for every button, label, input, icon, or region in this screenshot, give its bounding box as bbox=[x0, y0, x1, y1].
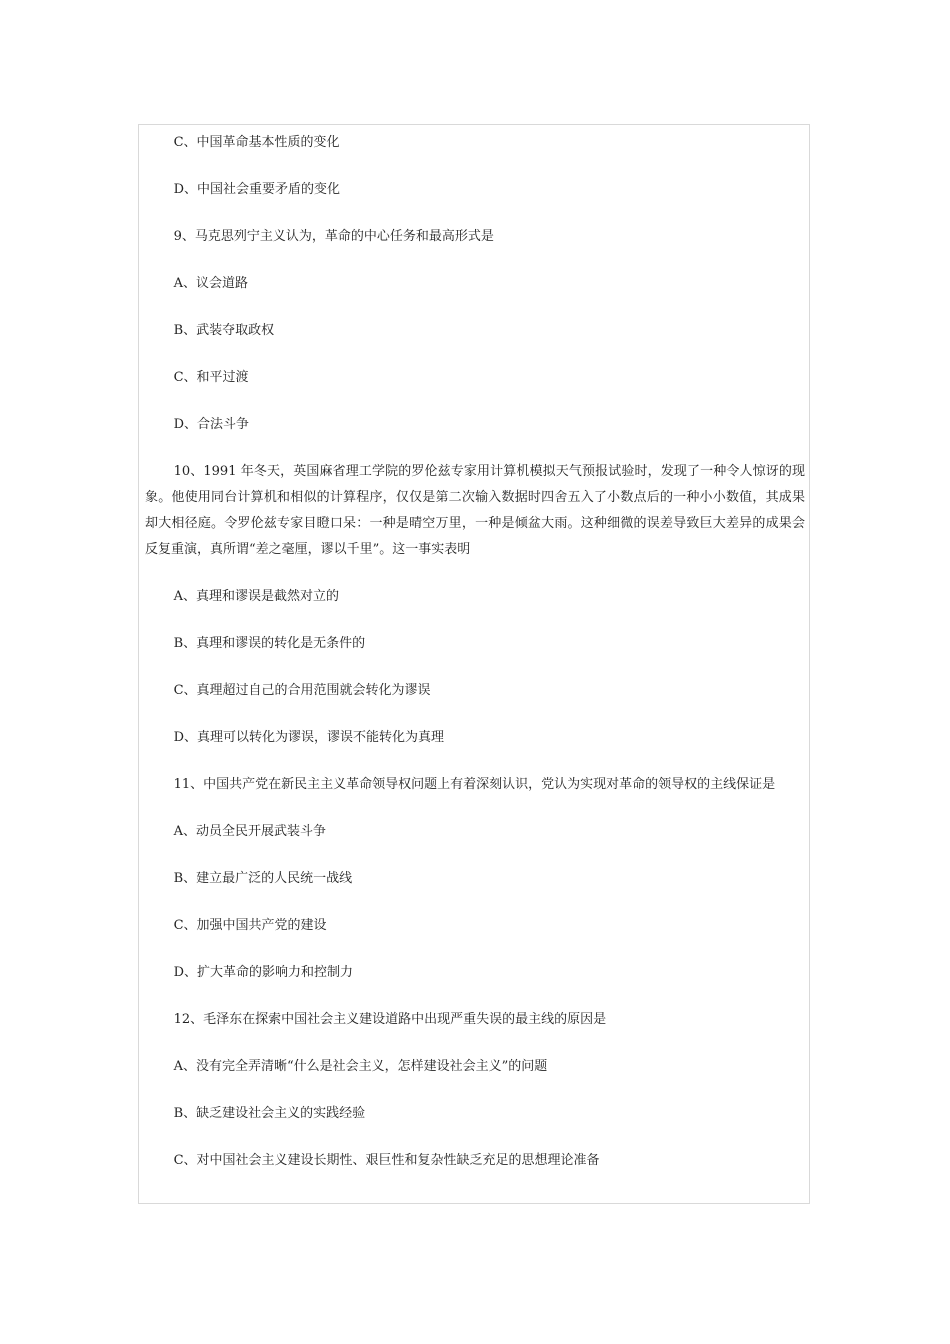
question-12: 12、毛泽东在探索中国社会主义建设道路中出现严重失误的最主线的原因是 bbox=[173, 1012, 607, 1027]
option-9c: C、和平过渡 bbox=[173, 370, 249, 385]
option-12a: A、没有完全弄清晰“什么是社会主义，怎样建设社会主义”的问题 bbox=[173, 1059, 548, 1074]
option-12c: C、对中国社会主义建设长期性、艰巨性和复杂性缺乏充足的思想理论准备 bbox=[173, 1153, 600, 1168]
question-10: 10、1991 年冬天，英国麻省理工学院的罗伦兹专家用计算机模拟天气预报试验时，发现了一种令人惊讶的现象。他使用同台计算机和相似的计算程序，仅仅是第二次输入数据时四舍五入了小数点后的一种小小数值，其成果却大相径庭。令罗伦兹专家目瞪口呆：一种是晴空万里，一种是倾盆大雨。这种细微的误差导致巨大差异的成果会反复重演，真所谓“差之毫厘，谬以千里”。这一事实表明 bbox=[145, 464, 805, 557]
option-8c: C、中国革命基本性质的变化 bbox=[173, 135, 340, 150]
option-11a: A、动员全民开展武装斗争 bbox=[173, 824, 326, 839]
document-page bbox=[138, 124, 810, 1204]
option-9a: A、议会道路 bbox=[173, 276, 248, 291]
option-11d: D、扩大革命的影响力和控制力 bbox=[173, 965, 354, 980]
option-11b: B、建立最广泛的人民统一战线 bbox=[173, 871, 353, 886]
option-11c: C、加强中国共产党的建设 bbox=[173, 918, 327, 933]
option-12b: B、缺乏建设社会主义的实践经验 bbox=[173, 1106, 366, 1121]
option-9d: D、合法斗争 bbox=[173, 417, 250, 432]
option-10b: B、真理和谬误的转化是无条件的 bbox=[173, 636, 366, 651]
question-9: 9、马克思列宁主义认为，革命的中心任务和最高形式是 bbox=[173, 229, 494, 244]
document-content bbox=[145, 130, 805, 1195]
option-9b: B、武装夺取政权 bbox=[173, 323, 275, 338]
option-10a: A、真理和谬误是截然对立的 bbox=[173, 589, 339, 604]
option-10d: D、真理可以转化为谬误，谬误不能转化为真理 bbox=[173, 730, 445, 745]
question-11: 11、中国共产党在新民主主义革命领导权问题上有着深刻认识，党认为实现对革命的领导权的主线保证是 bbox=[173, 777, 776, 792]
option-10c: C、真理超过自己的合用范围就会转化为谬误 bbox=[173, 683, 431, 698]
option-8d: D、中国社会重要矛盾的变化 bbox=[173, 182, 341, 197]
